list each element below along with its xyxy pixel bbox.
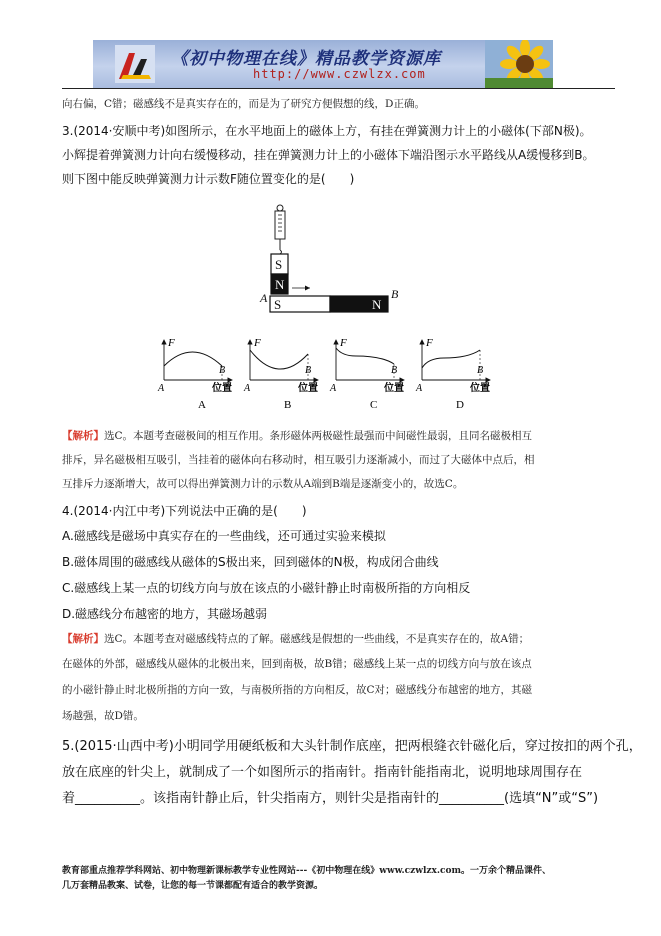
graph-start: A [244, 383, 251, 394]
analysis-4-line: 的小磁针静止时北极所指的方向一致，与南极所指的方向相反，故C对；磁感线分布越密的地方，其磁 [62, 684, 533, 696]
analysis-3-line: 互排斥力逐渐增大，故可以得出弹簧测力计的示数从A端到B端是逐渐变小的，故选C。 [62, 478, 464, 490]
graph-axis-x: 位置 [298, 383, 318, 394]
analysis-3-line: 排斥，异名磁极相互吸引，当挂着的磁体向右移动时，相互吸引力逐渐减小，而过了大磁体中点后，相 [62, 454, 535, 466]
graph-axis-x: 位置 [212, 383, 232, 394]
graph-start: A [158, 383, 165, 394]
graph-end: B [477, 365, 484, 376]
graph-option-label: C [370, 399, 378, 411]
spring-balance-icon [275, 205, 285, 254]
footer-line: 教育部重点推荐学科网站、初中物理新课标教学专业性网站---《初中物理在线》www.czwlzx.com。一万余个精品课件、 [62, 866, 552, 876]
option-d: D.磁感线分布越密的地方，其磁场越弱 [62, 607, 268, 621]
footer-line: 几万套精品教案、试卷，让您的每一节课都配有适合的教学资源。 [62, 881, 324, 891]
question-5-line: 放在底座的针尖上，就制成了一个如图所示的指南针。指南针能指南北，说明地球周围存在 [62, 765, 583, 780]
question-5-line: 5.(2015·山西中考)小明同学用硬纸板和大头针制作底座，把两根缝衣针磁化后，穿过按扣的两个孔， [62, 739, 642, 754]
option-b: B.磁体周围的磁感线从磁体的S极出来，回到磁体的N极，构成闭合曲线 [62, 555, 439, 569]
header-banner [93, 40, 553, 88]
graph-c [329, 337, 404, 411]
graph-axis-x: 位置 [470, 383, 490, 394]
graph-b [243, 337, 318, 411]
graph-d [415, 337, 490, 411]
question-3-line: 小辉提着弹簧测力计向右缓慢移动，挂在弹簧测力计上的小磁体下端沿图示水平路线从A缓慢移到B。 [62, 148, 595, 162]
question-5-line: 着__________。该指南针静止后，针尖指南方，则针尖是指南针的__________(选填“N”或“S”) [62, 791, 599, 806]
graph-axis-x: 位置 [384, 383, 404, 394]
analysis-tag: 【解析】 [62, 633, 104, 645]
magnet-figure [250, 198, 410, 318]
graph-start: A [416, 383, 423, 394]
graph-axis-f: F [168, 337, 175, 349]
graph-axis-f: F [340, 337, 347, 349]
banner-url: http://www.czwlzx.com [253, 67, 426, 81]
question-3-line: 则下图中能反映弹簧测力计示数F随位置变化的是( ) [62, 172, 355, 186]
arrow-head-icon [305, 286, 310, 291]
analysis-3-line [62, 428, 532, 443]
graph-option-label: B [284, 399, 292, 411]
graph-axis-f: F [426, 337, 433, 349]
graph-d-curve [422, 350, 480, 368]
analysis-4-line [62, 631, 529, 646]
banner-title: 《初中物理在线》精品教学资源库 [171, 49, 441, 69]
analysis-text: 选C。本题考查对磁感线特点的了解。磁感线是假想的一些曲线，不是真实存在的，故A错； [104, 633, 530, 645]
graph-option-label: A [198, 399, 206, 411]
graph-axis-f: F [254, 337, 261, 349]
question-3-line: 3.(2014·安顺中考)如图所示，在水平地面上的磁体上方，有挂在弹簧测力计上的小磁体(下部N极)。 [62, 124, 592, 138]
bar-magnet-n-label: N [372, 297, 382, 312]
graph-end: B [305, 365, 312, 376]
small-magnet-n-label: N [275, 277, 285, 292]
graph-c-curve [336, 348, 394, 364]
graph-end: B [391, 365, 398, 376]
graph-a-curve [164, 352, 222, 366]
analysis-4-line: 场越强，故D错。 [62, 710, 144, 722]
graph-b-curve [250, 350, 308, 369]
graph-a [157, 337, 232, 411]
header-rule [62, 88, 615, 89]
graph-end: B [219, 365, 226, 376]
text-line: 向右偏，C错；磁感线不是真实存在的，而是为了研究方便假想的线，D正确。 [62, 98, 425, 110]
small-magnet-s-label: S [275, 257, 283, 272]
analysis-4-line: 在磁体的外部，磁感线从磁体的北极出来，回到南极，故B错；磁感线上某一点的切线方向与放在该点 [62, 658, 532, 670]
graph-start: A [330, 383, 337, 394]
site-logo-icon [115, 45, 155, 83]
answer-graphs [150, 334, 500, 412]
analysis-tag: 【解析】 [62, 430, 104, 442]
sunflower-icon [485, 40, 553, 88]
analysis-text: 选C。本题考查磁极间的相互作用。条形磁体两极磁性最强而中间磁性最弱，且同名磁极相互 [104, 430, 533, 442]
option-a: A.磁感线是磁场中真实存在的一些曲线，还可通过实验来模拟 [62, 529, 386, 543]
option-c: C.磁感线上某一点的切线方向与放在该点的小磁针静止时南极所指的方向相反 [62, 581, 471, 595]
bar-magnet-s-label: S [274, 297, 282, 312]
graph-option-label: D [456, 399, 464, 411]
point-b-label: B [391, 287, 399, 301]
point-a-label: A [260, 291, 268, 305]
question-4-line: 4.(2014·内江中考)下列说法中正确的是( ) [62, 504, 307, 518]
